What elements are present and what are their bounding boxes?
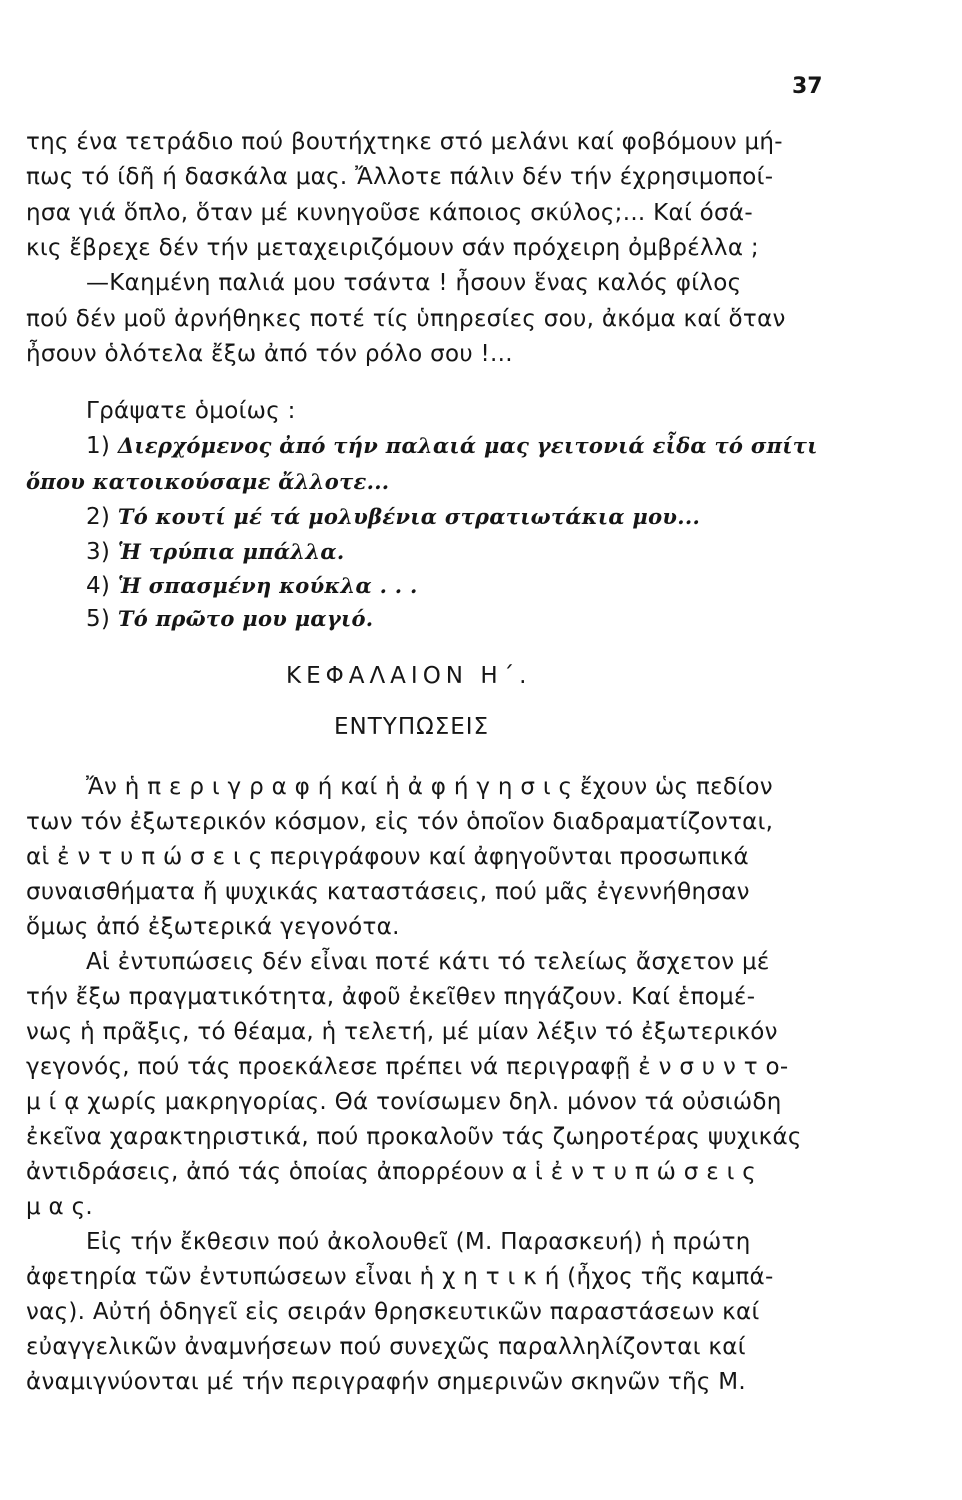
body-line: Αἱ ἐντυπώσεις δέν εἶναι ποτέ κάτι τό τελείως ἄσχετον μέ: [86, 949, 770, 975]
body-line: ἀντιδράσεις, ἀπό τάς ὁποίας ἀπορρέουν α ἱ ἐ ν τ υ π ώ σ ε ι ς: [26, 1159, 757, 1185]
body-line: νας). Αὐτή ὁδηγεῖ εἰς σειράν θρησκευτικῶν παραστάσεων καί: [26, 1299, 760, 1325]
list-item-text: ὅπου κατοικούσαμε ἄλλοτε...: [26, 469, 390, 494]
body-line: μ ί ᾳ χωρίς μακρηγορίας. Θά τονίσωμεν δηλ. μόνον τά οὐσιώδη: [26, 1089, 782, 1115]
list-item-number: 4): [86, 573, 111, 599]
paragraph-line: πως τό ίδῆ ή δασκάλα μας. Ἄλλοτε πάλιν δέν τήν έχρησιμοποί-: [26, 164, 774, 190]
paragraph-line: ησα γιά ὅπλο, ὅταν μέ κυνηγοῦσε κάποιος σκύλος;... Καί όσά-: [26, 200, 753, 226]
body-line: νως ἡ πρᾶξις, τό θέαμα, ἡ τελετή, μέ μίαν λέξιν τό ἐξωτερικόν: [26, 1019, 778, 1045]
body-line: αἱ ἐ ν τ υ π ώ σ ε ι ς περιγράφουν καί ἀφηγοῦνται προσωπικά: [26, 844, 750, 870]
chapter-title: ΚΕΦΑΛΑΙΟΝ Η΄.: [286, 663, 532, 689]
list-item-text: Ἡ σπασμένη κούκλα . . .: [117, 573, 418, 598]
list-item: [86, 431, 818, 461]
list-item: [86, 571, 418, 601]
list-item-text: Ἡ τρύπια μπάλλα.: [117, 539, 345, 564]
list-item-text: Διερχόμενος ἀπό τήν παλαιά μας γειτονιά εἶδα τό σπίτι: [117, 433, 818, 458]
body-line: ἀναμιγνύονται μέ τήν περιγραφήν σημερινῶν σκηνῶν τῆς Μ.: [26, 1369, 747, 1395]
list-item: [26, 467, 389, 497]
body-line: Εἰς τήν ἔκθεσιν πού ἀκολουθεῖ (Μ. Παρασκευή) ἡ πρώτη: [86, 1229, 751, 1255]
body-line: συναισθήματα ἤ ψυχικάς καταστάσεις, πού μᾶς ἐγεννήθησαν: [26, 879, 750, 905]
list-item-text: Τό κουτί μέ τά μολυβένια στρατιωτάκια μου...: [117, 504, 701, 529]
body-line: γεγονός, πού τάς προεκάλεσε πρέπει νά περιγραφῇ ἐ ν σ υ ν τ ο-: [26, 1054, 789, 1080]
exercise-prompt: Γράψατε ὁμοίως :: [86, 398, 296, 424]
section-title: ΕΝΤΥΠΩΣΕΙΣ: [334, 714, 490, 740]
list-item-text: Τό πρῶτο μου μαγιό.: [117, 606, 374, 631]
list-item: [86, 502, 700, 532]
body-line: εὐαγγελικῶν ἀναμνήσεων πού συνεχῶς παραλληλίζονται καί: [26, 1334, 746, 1360]
list-item: [86, 537, 344, 567]
list-item-number: 2): [86, 504, 111, 530]
list-item-number: 3): [86, 539, 111, 565]
paragraph-line: πού δέν μοῦ ἀρνήθηκες ποτέ τίς ὑπηρεσίες σου, ἀκόμα καί ὅταν: [26, 306, 786, 332]
body-line: Ἄν ἡ π ε ρ ι γ ρ α φ ή καί ἡ ἀ φ ή γ η σ ι ς ἔχουν ὡς πεδίον: [86, 774, 773, 800]
paragraph-line: —Καημένη παλιά μου τσάντα ! ἦσουν ἕνας καλός φίλος: [86, 270, 742, 296]
list-item-number: 1): [86, 433, 111, 459]
list-item: [86, 604, 373, 634]
paragraph-line: κις ἔβρεχε δέν τήν μεταχειριζόμουν σάν πρόχειρη ὀμβρέλλα ;: [26, 235, 759, 261]
body-line: των τόν ἐξωτερικόν κόσμον, εἰς τόν ὁποῖον διαδραματίζονται,: [26, 809, 774, 835]
list-item-number: 5): [86, 606, 111, 632]
body-line: ἐκεῖνα χαρακτηριστικά, πού προκαλοῦν τάς ζωηροτέρας ψυχικάς: [26, 1124, 802, 1150]
body-line: ὅμως ἀπό ἐξωτερικά γεγονότα.: [26, 914, 400, 940]
paragraph-line: ἦσουν ὁλότελα ἔξω ἀπό τόν ρόλο σου !...: [26, 341, 513, 367]
body-line: τήν ἔξω πραγματικότητα, ἀφοῦ ἐκεῖθεν πηγάζουν. Καί ἑπομέ-: [26, 984, 756, 1010]
paragraph-line: της ένα τετράδιο πού βουτήχτηκε στό μελάνι καί φοβόμουν μή-: [26, 129, 783, 155]
body-line: ἀφετηρία τῶν ἐντυπώσεων εἶναι ἡ χ η τ ι κ ή (ἦχος τῆς καμπά-: [26, 1264, 774, 1290]
body-line: μ α ς.: [26, 1194, 94, 1220]
page-number: 37: [792, 74, 823, 99]
